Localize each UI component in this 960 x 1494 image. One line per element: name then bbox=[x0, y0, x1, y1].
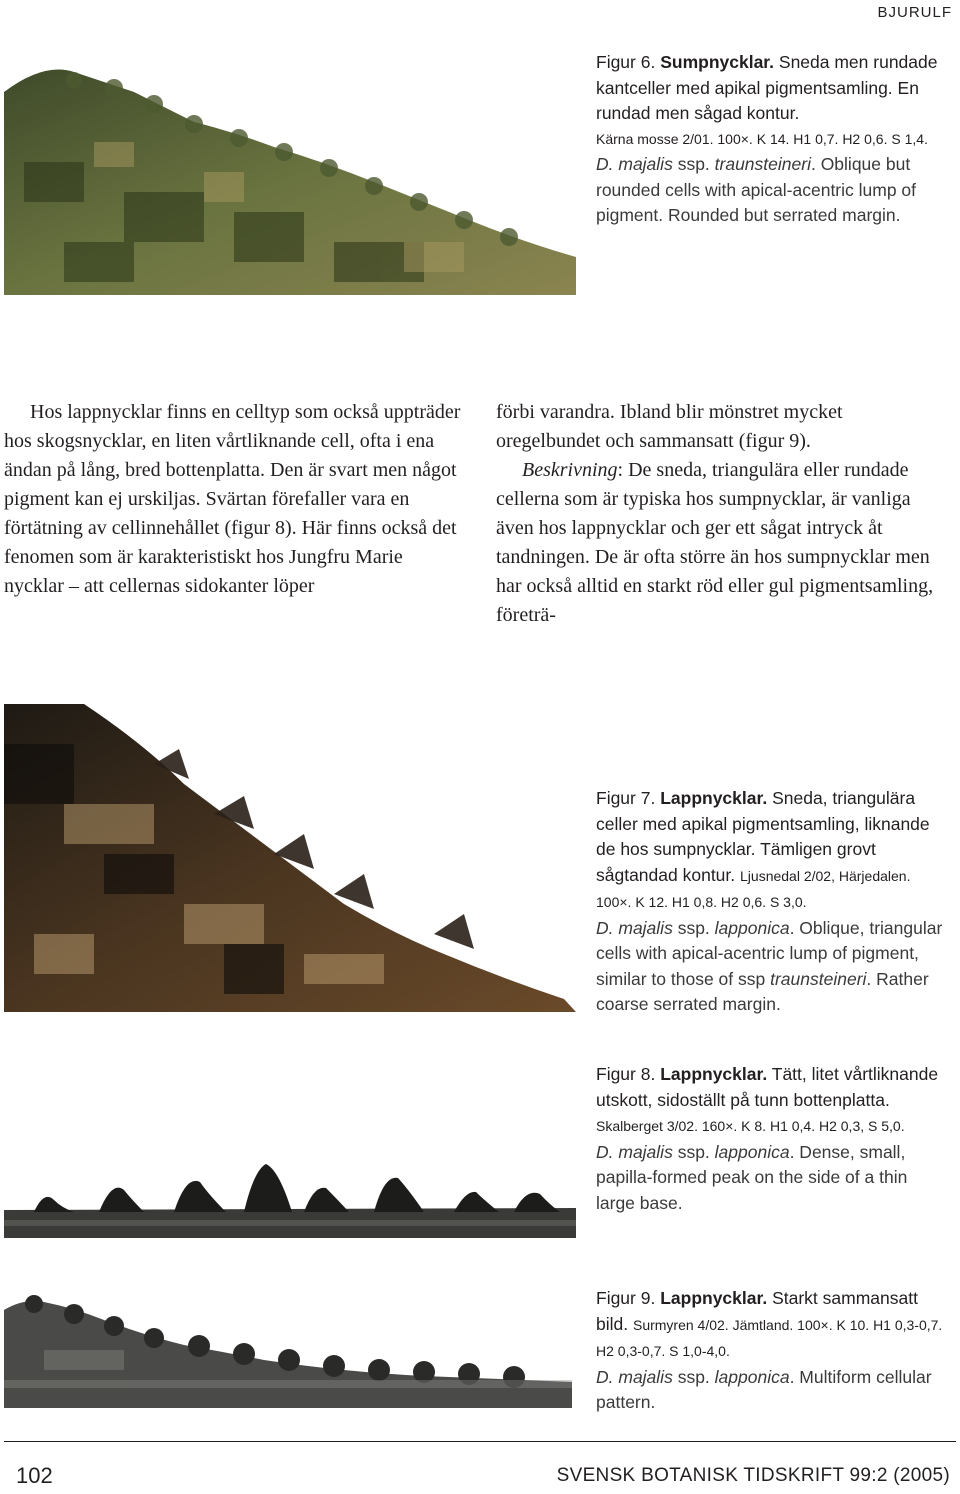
figure-description-en: D. majalis ssp. lapponica. Multiform cellular pattern. bbox=[596, 1366, 932, 1412]
figure-title: Lappnycklar. bbox=[660, 1288, 768, 1308]
micrograph-figure-7 bbox=[4, 704, 576, 1012]
figure-label: Figur 6. bbox=[596, 52, 656, 72]
figure-description-sv: Sneda men rundade kantceller med apikal pigmentsamling. En rundad men sågad kontur. bbox=[596, 52, 938, 123]
body-text-right-column bbox=[496, 398, 936, 630]
figure-label: Figur 8. bbox=[596, 1064, 656, 1084]
body-paragraph: Hos lappnycklar finns en celltyp som också uppträder hos skogsnycklar, en liten vårtliknande cell, ofta i ena ändan på lång, bred bottenplatta. Den är svart men något pigment kan ej urskiljas. Svärtan förefaller vara en förtätning av cellinnehållet (figur 8). Här finns också det fenomen som är karakteristiskt hos Jungfru Marie nycklar – att cellernas sidokanter löper bbox=[4, 401, 461, 597]
figure-6-photo bbox=[4, 52, 576, 295]
figure-description-sv: Tätt, litet vårtliknande utskott, sidoställt på tunn bottenplatta. bbox=[596, 1064, 939, 1110]
figure-7-photo bbox=[4, 704, 576, 1012]
body-paragraph: förbi varandra. Ibland blir mönstret mycket oregelbundet och sammansatt (figur 9). bbox=[496, 401, 843, 452]
specimen-info: Surmyren 4/02. Jämtland. 100×. K 10. H1 0,3-0,7. H2 0,3-0,7. S 1,0-4,0. bbox=[596, 1316, 943, 1359]
figure-label: Figur 7. bbox=[596, 788, 656, 808]
figure-title: Sumpnycklar. bbox=[660, 52, 775, 72]
specimen-info: Skalberget 3/02. 160×. K 8. H1 0,4. H2 0,3, S 5,0. bbox=[596, 1118, 905, 1134]
figure-description-en: D. majalis ssp. lapponica. Dense, small, papilla-formed peak on the side of a thin large base. bbox=[596, 1141, 908, 1213]
body-text-left-column bbox=[4, 398, 466, 601]
specimen-info: Ljusnedal 2/02, Härjedalen. 100×. K 12. H1 0,8. H2 0,6. S 3,0. bbox=[596, 867, 911, 910]
figure-title: Lappnycklar. bbox=[660, 1064, 768, 1084]
figure-description-sv: Sneda, triangulära celler med apikal pigmentsamling, liknande de hos sumpnycklar. Tämligen grovt sågtandad kontur. bbox=[596, 788, 930, 885]
body-paragraph-description: Beskrivning: De sneda, triangulära eller rundade cellerna som är typiska hos sumpnycklar, är vanliga även hos lappnycklar och ger ett sågat intryck åt tandningen. De är ofta större än hos sumpnycklar men har också alltid en starkt röd eller gul pigmentsamling, företrä- bbox=[496, 459, 934, 626]
figure-9-photo bbox=[4, 1280, 572, 1408]
figure-label: Figur 9. bbox=[596, 1288, 656, 1308]
journal-name: SVENSK BOTANISK TIDSKRIFT 99:2 (2005) bbox=[556, 1465, 950, 1486]
micrograph-figure-8 bbox=[4, 1150, 576, 1238]
figure-9-caption bbox=[596, 1286, 948, 1416]
running-header-author: BJURULF bbox=[877, 4, 952, 21]
figure-description-sv: Starkt sammansatt bild. bbox=[596, 1288, 918, 1334]
micrograph-figure-6 bbox=[4, 52, 576, 295]
figure-8-caption bbox=[596, 1062, 948, 1216]
figure-title: Lappnycklar. bbox=[660, 788, 768, 808]
figure-8-photo bbox=[4, 1150, 576, 1238]
footer-rule bbox=[4, 1441, 956, 1442]
micrograph-figure-9 bbox=[4, 1280, 572, 1408]
specimen-info: Kärna mosse 2/01. 100×. K 14. H1 0,7. H2 0,6. S 1,4. bbox=[596, 130, 928, 147]
figure-description-en: D. majalis ssp. traunsteineri. Oblique but rounded cells with apical-acentric lump of pigment. Rounded but serrated margin. bbox=[596, 154, 917, 225]
page-number: 102 bbox=[16, 1463, 53, 1488]
figure-7-caption bbox=[596, 786, 948, 1018]
figure-6-caption bbox=[596, 50, 948, 229]
figure-description-en: D. majalis ssp. lapponica. Oblique, triangular cells with apical-acentric lump of pigment, similar to those of ssp traunsteineri. Rather coarse serrated margin. bbox=[596, 917, 943, 1014]
